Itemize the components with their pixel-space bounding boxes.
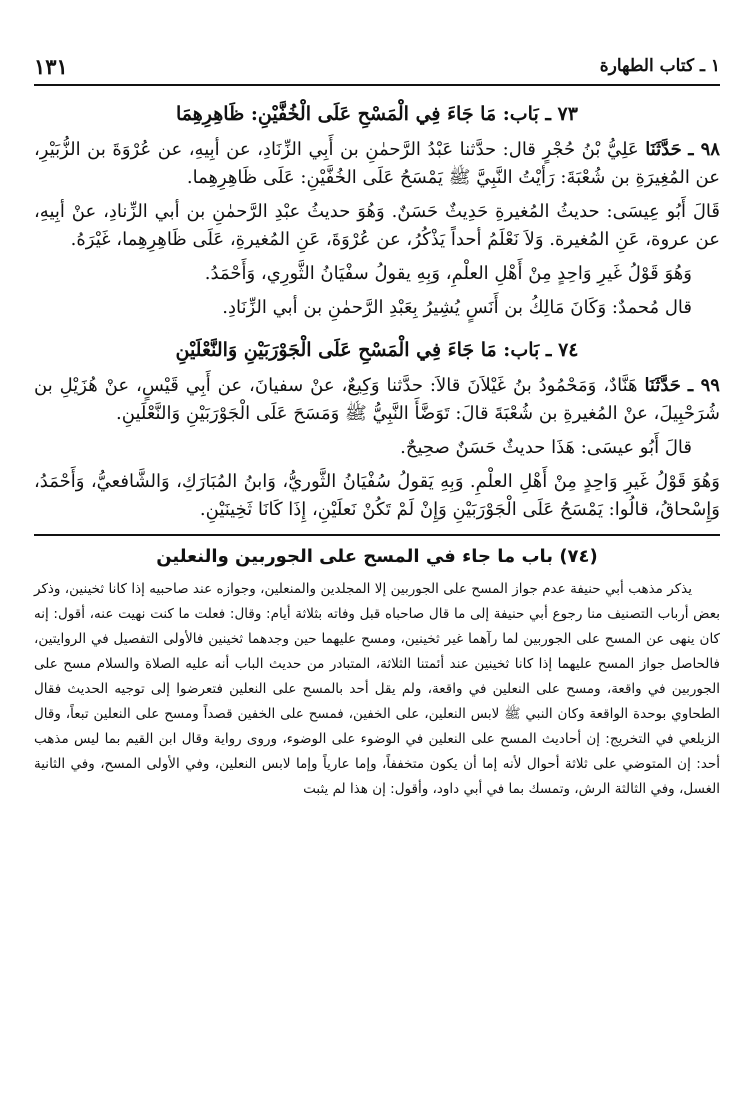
commentary-divider [34,534,720,536]
hadith-98 [34,136,720,192]
book-page [34,50,720,802]
page-number: ١٣١ [34,54,68,79]
hadith-98-number: ٩٨ ـ [688,139,720,160]
hadith-99-abu-isa: قالَ أَبُو عيسَى: هَذَا حديثٌ حَسَنٌ صحِيحٌ. [400,437,692,458]
hadith-98-abu-isa: قَالَ أَبُو عِيسَى: حديثُ المُغيرةِ حَدِيثٌ حَسَنٌ. وَهُوَ حديثُ عبْدِ الرَّحمٰنِ بن أبي الزِّنادِ، عنْ أبِيهِ، عن عروة، عَنِ المُغيرة. وَلاَ نَعْلَمُ أحداً يَذْكُرُ، عن عُرْوَةَ، عَنِ المُغيرةِ، عَلَى ظَاهِرِهِما، غَيْرَهُ. [34,201,720,250]
hadith-99-haddathana: حَدَّثَنَا [644,375,681,396]
hadith-98-text: عَلِيُّ بْنُ حُجْرٍ قال: حدَّثنا عَبْدُ الرَّحمٰنِ بن أَبِي الزِّنَادِ، عن أبِيهِ، عن عُرْوَةَ بن الزُّبَيْرِ، عن المُغِيرَةِ بن شُعْبَةَ: رَأيْتُ النَّبِيَّ ﷺ يَمْسَحُ عَلَى الخُفَّيْنِ: عَلَى ظَاهِرِهِما. [34,139,720,188]
page-header [34,50,720,86]
commentary-text: يذكر مذهب أبي حنيفة عدم جواز المسح على الجوربين إلا المجلدين والمنعلين، وجوازه عند صاحبيه إذا كانا ثخينين، وذكر بعض أرباب التصنيف منا رجوع أبي حنيفة إلى ما قال صاحباه قبل وفاته بثلاثة أيام: وقال: فعلت ما كنت نهيت عنه، أقول: إنه كان ينهى عن المسح على الجوربين لما رآهما غير ثخينين، ومسح عليهما حين وجدهما ثخينين فالأولى التفصيل في الروايتين، فالحاصل جواز المسح عليهما إذا كانا ثخينين عند أئمتنا الثلاثة، المتبادر من حديث الباب أنه عليه الصلاة والسلام مسح على الجوربين في واقعة، ومسح على النعلين في واقعة، ولم يقل أحد بالمسح على النعلين فتعرضوا إلى توجيه الحديث فقال الطحاوي بوحدة الواقعة وكان النبي ﷺ لابس النعلين، على الخفين، فمسح على الخفين قصداً ومسح على النعلين تبعاً، وقال الزيلعي في التخريج: إن أحاديث المسح على النعلين في الوضوء على الوضوء، وروى رواية وقال ابن القيم بما ليس مذهب أحد: إن المتوضي على ثلاثة أحوال لأنه إما أن يكون متخففاً، وإما عارياً وإما لابس النعلين، وفي الأولى المسح، وفي الثانية الغسل، وفي الثالثة الرش، وتمسك بما في أبي داود، وأقول: إن هذا لم يثبت [34,581,720,797]
hadith-99-text: هَنَّادٌ، وَمَحْمُودُ بنُ غَيْلاَنَ قالاَ: حدَّثنا وَكِيعٌ، عنْ سفيانَ، عن أَبِي قَيْسٍ، عنْ هُزَيْلِ بن شُرَحْبِيلَ، عنْ المُغيرةِ بن شُعْبَةَ قالَ: تَوَضَّأَ النَّبِيُّ ﷺ وَمَسَحَ عَلَى الْجَوْرَبَيْنِ وَالنَّعْلَينِ. [34,375,720,424]
hadith-98-haddathana: حَدَّثَنَا [645,139,682,160]
hadith-99-scholars: وَهُوَ قَوْلُ غَيرِ وَاحِدٍ مِنْ أَهْلِ العلْمِ. وَبِهِ يَقولُ سُفْيَانُ الثَّوريُّ، وَابنُ المُبَارَكِ، وَالشَّافعيُّ، وَأَحْمَدُ، وَإِسْحاقُ، قالُوا: يَمْسَحُ عَلَى الْجَوْرَبَيْنِ وَإِنْ لَمْ تَكُنْ نَعلَيْنِ، إِذَا كَانَا ثَخِينَيْنِ. [34,471,720,520]
bab-73-title: ٧٣ ـ بَاب: مَا جَاءَ فِي الْمَسْحِ عَلَى الْخُفَّيْنِ: ظَاهِرِهِمَا [176,103,578,125]
hadith-98-muhammad: قال مُحمدٌ: وَكَانَ مَالِكُ بن أَنَسٍ يُشِيرُ بِعَبْدِ الرَّحمٰنِ بن أبي الزِّنَادِ. [222,297,692,318]
hadith-99-number: ٩٩ ـ [687,375,720,396]
hadith-99 [34,372,720,428]
hadith-98-scholars: وَهُوَ قَوْلُ غَيرِ وَاحِدٍ مِنْ أَهْلِ العلْمِ، وَبِهِ يقولُ سفْيَانُ الثَّورِي، وَأَحْمَدُ. [204,263,692,284]
chapter-title: ١ ـ كتاب الطهارة [599,56,720,76]
commentary-title: (٧٤) باب ما جاء في المسح على الجوربين والنعلين [156,546,598,567]
bab-74-title: ٧٤ ـ بَاب: مَا جَاءَ فِي الْمَسْحِ عَلَى الْجَوْرَبَيْنِ وَالنَّعْلَيْنِ [175,339,579,361]
